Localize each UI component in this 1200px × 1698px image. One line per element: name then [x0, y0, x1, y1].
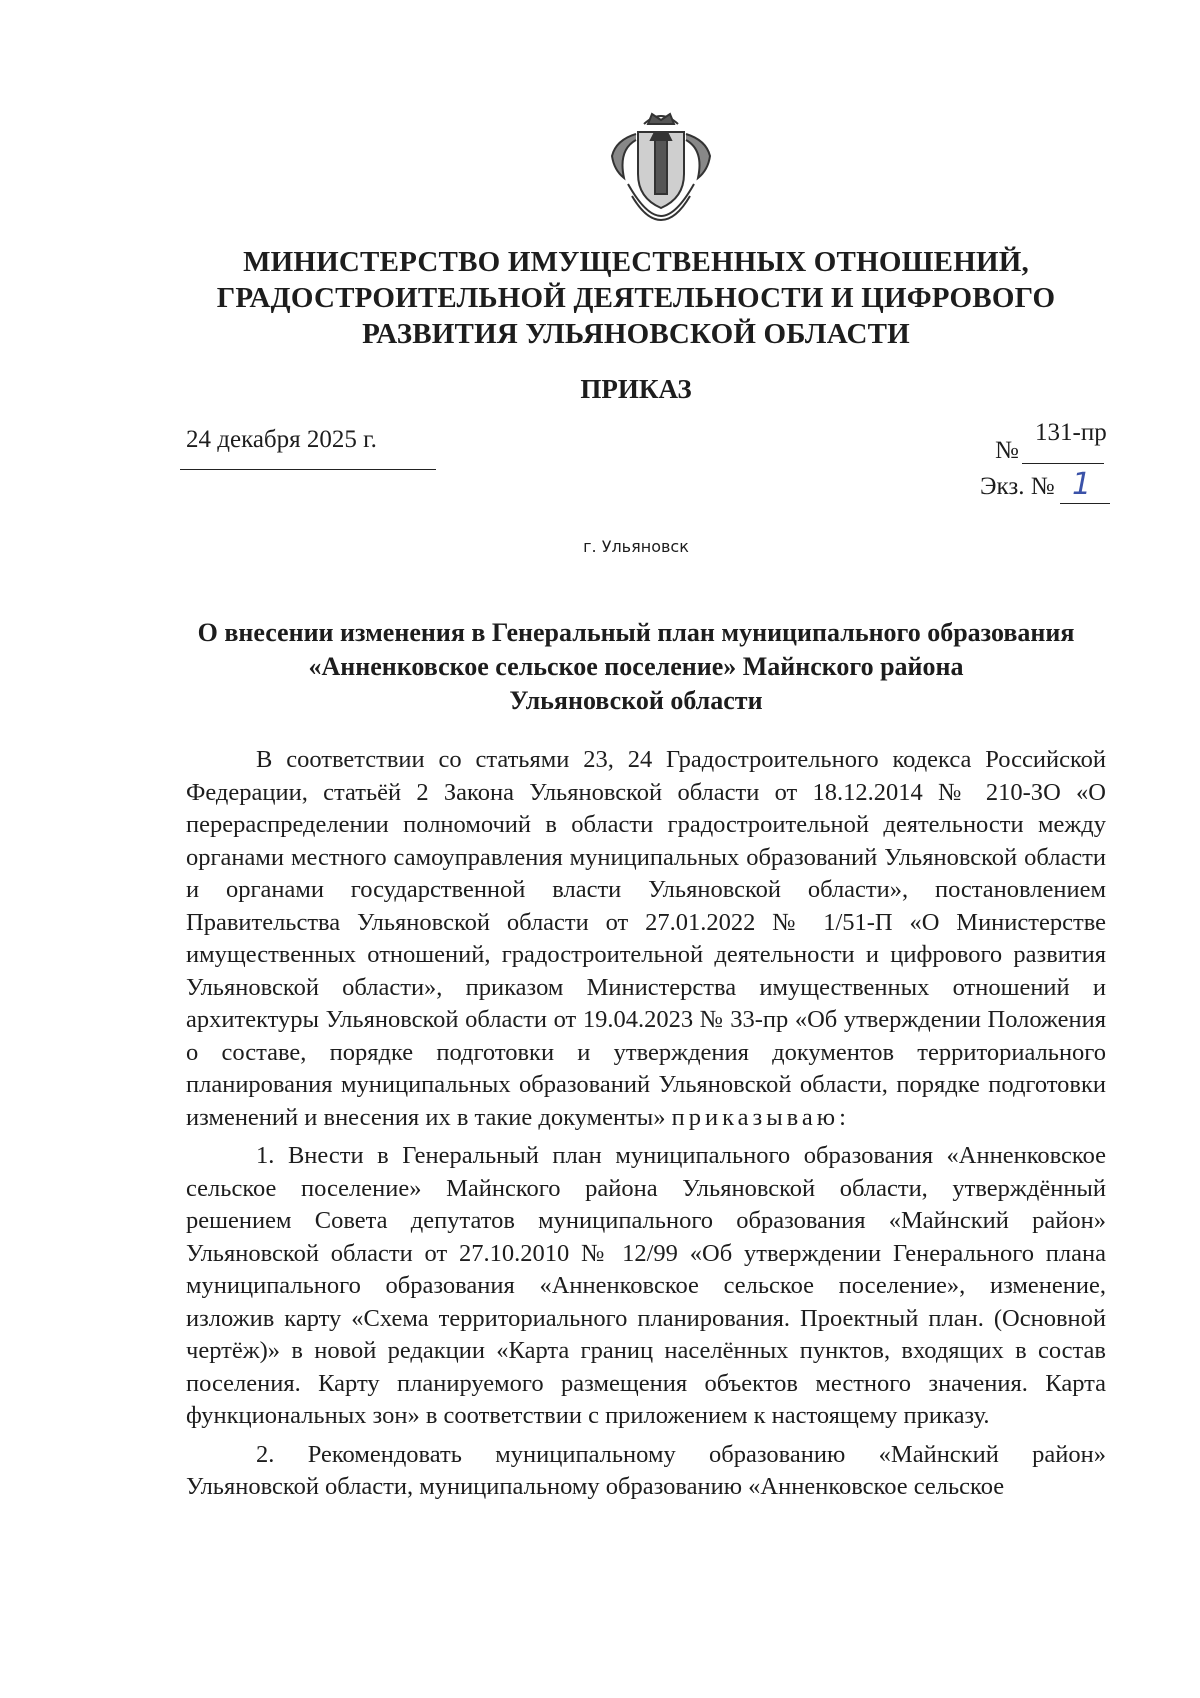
- title-line: Ульяновской области: [509, 686, 763, 715]
- preamble-text: В соответствии со статьями 23, 24 Градостроительного кодекса Российской Федерации, статьёй 2 Закона Ульяновской области от 18.12.2014 № 210-ЗО «О перераспределении полномочий в области градостроительной деятельности между органами местного самоуправления муниципальных образований Ульяновской области и органами государственной власти Ульяновской области», постановлением Правительства Ульяновской области от 27.01.2022 № 1/51-П «О Министерстве имущественных отношений, градостроительной деятельности и цифрового развития Ульяновской области», приказом Министерства имущественных отношений и архитектуры Ульяновской области от 19.04.2023 № 33-пр «Об утверждении Положения о составе, порядке подготовки и утверждения документов территориального планирования муниципальных образований Ульяновской области, порядке подготовки изменений и внесения их в такие документы»: [186, 746, 1106, 1131]
- order-word: приказываю:: [671, 1103, 850, 1131]
- copy-number-label: Экз. №: [980, 473, 1055, 500]
- coat-of-arms-icon: [606, 104, 716, 222]
- order-date: 24 декабря 2025 г.: [186, 426, 377, 453]
- ministry-line: ГРАДОСТРОИТЕЛЬНОЙ ДЕЯТЕЛЬНОСТИ И ЦИФРОВОГО: [216, 282, 1056, 314]
- order-number-value: 131-пр: [1035, 419, 1107, 446]
- title-line: О внесении изменения в Генеральный план муниципального образования: [197, 618, 1075, 647]
- order-body: [186, 744, 1106, 1504]
- number-underline: [1022, 463, 1104, 464]
- title-line: «Анненковское сельское поселение» Майнского района: [308, 652, 964, 681]
- ministry-name: [186, 244, 1086, 352]
- ministry-line: МИНИСТЕРСТВО ИМУЩЕСТВЕННЫХ ОТНОШЕНИЙ,: [243, 246, 1029, 278]
- document-type: ПРИКАЗ: [580, 374, 692, 404]
- item-2-paragraph: 2. Рекомендовать муниципальному образованию «Майнский район» Ульяновской области, муниципальному образованию «Анненковское сельское: [186, 1440, 1106, 1500]
- order-number-label: №: [995, 437, 1019, 464]
- copy-underline: [1060, 503, 1110, 504]
- preamble-paragraph: [186, 744, 1106, 1134]
- order-title: [186, 616, 1086, 718]
- city-name: г. Ульяновск: [583, 537, 689, 556]
- copy-number-value: 1: [1072, 467, 1092, 502]
- date-underline: [180, 469, 436, 470]
- item-1-paragraph: 1. Внести в Генеральный план муниципального образования «Анненковское сельское поселение» Майнского района Ульяновской области, утверждённый решением Совета депутатов муниципального образования «Майнский район» Ульяновской области от 27.10.2010 № 12/99 «Об утверждении Генерального плана муниципального образования «Анненковское сельское поселение», изменение, изложив карту «Схема территориального планирования. Проектный план. (Основной чертёж)» в новой редакции «Карта границ населённых пунктов, входящих в состав поселения. Карту планируемого размещения объектов местного значения. Карта функциональных зон» в соответствии с приложением к настоящему приказу.: [186, 1142, 1106, 1429]
- ministry-line: РАЗВИТИЯ УЛЬЯНОВСКОЙ ОБЛАСТИ: [362, 318, 910, 350]
